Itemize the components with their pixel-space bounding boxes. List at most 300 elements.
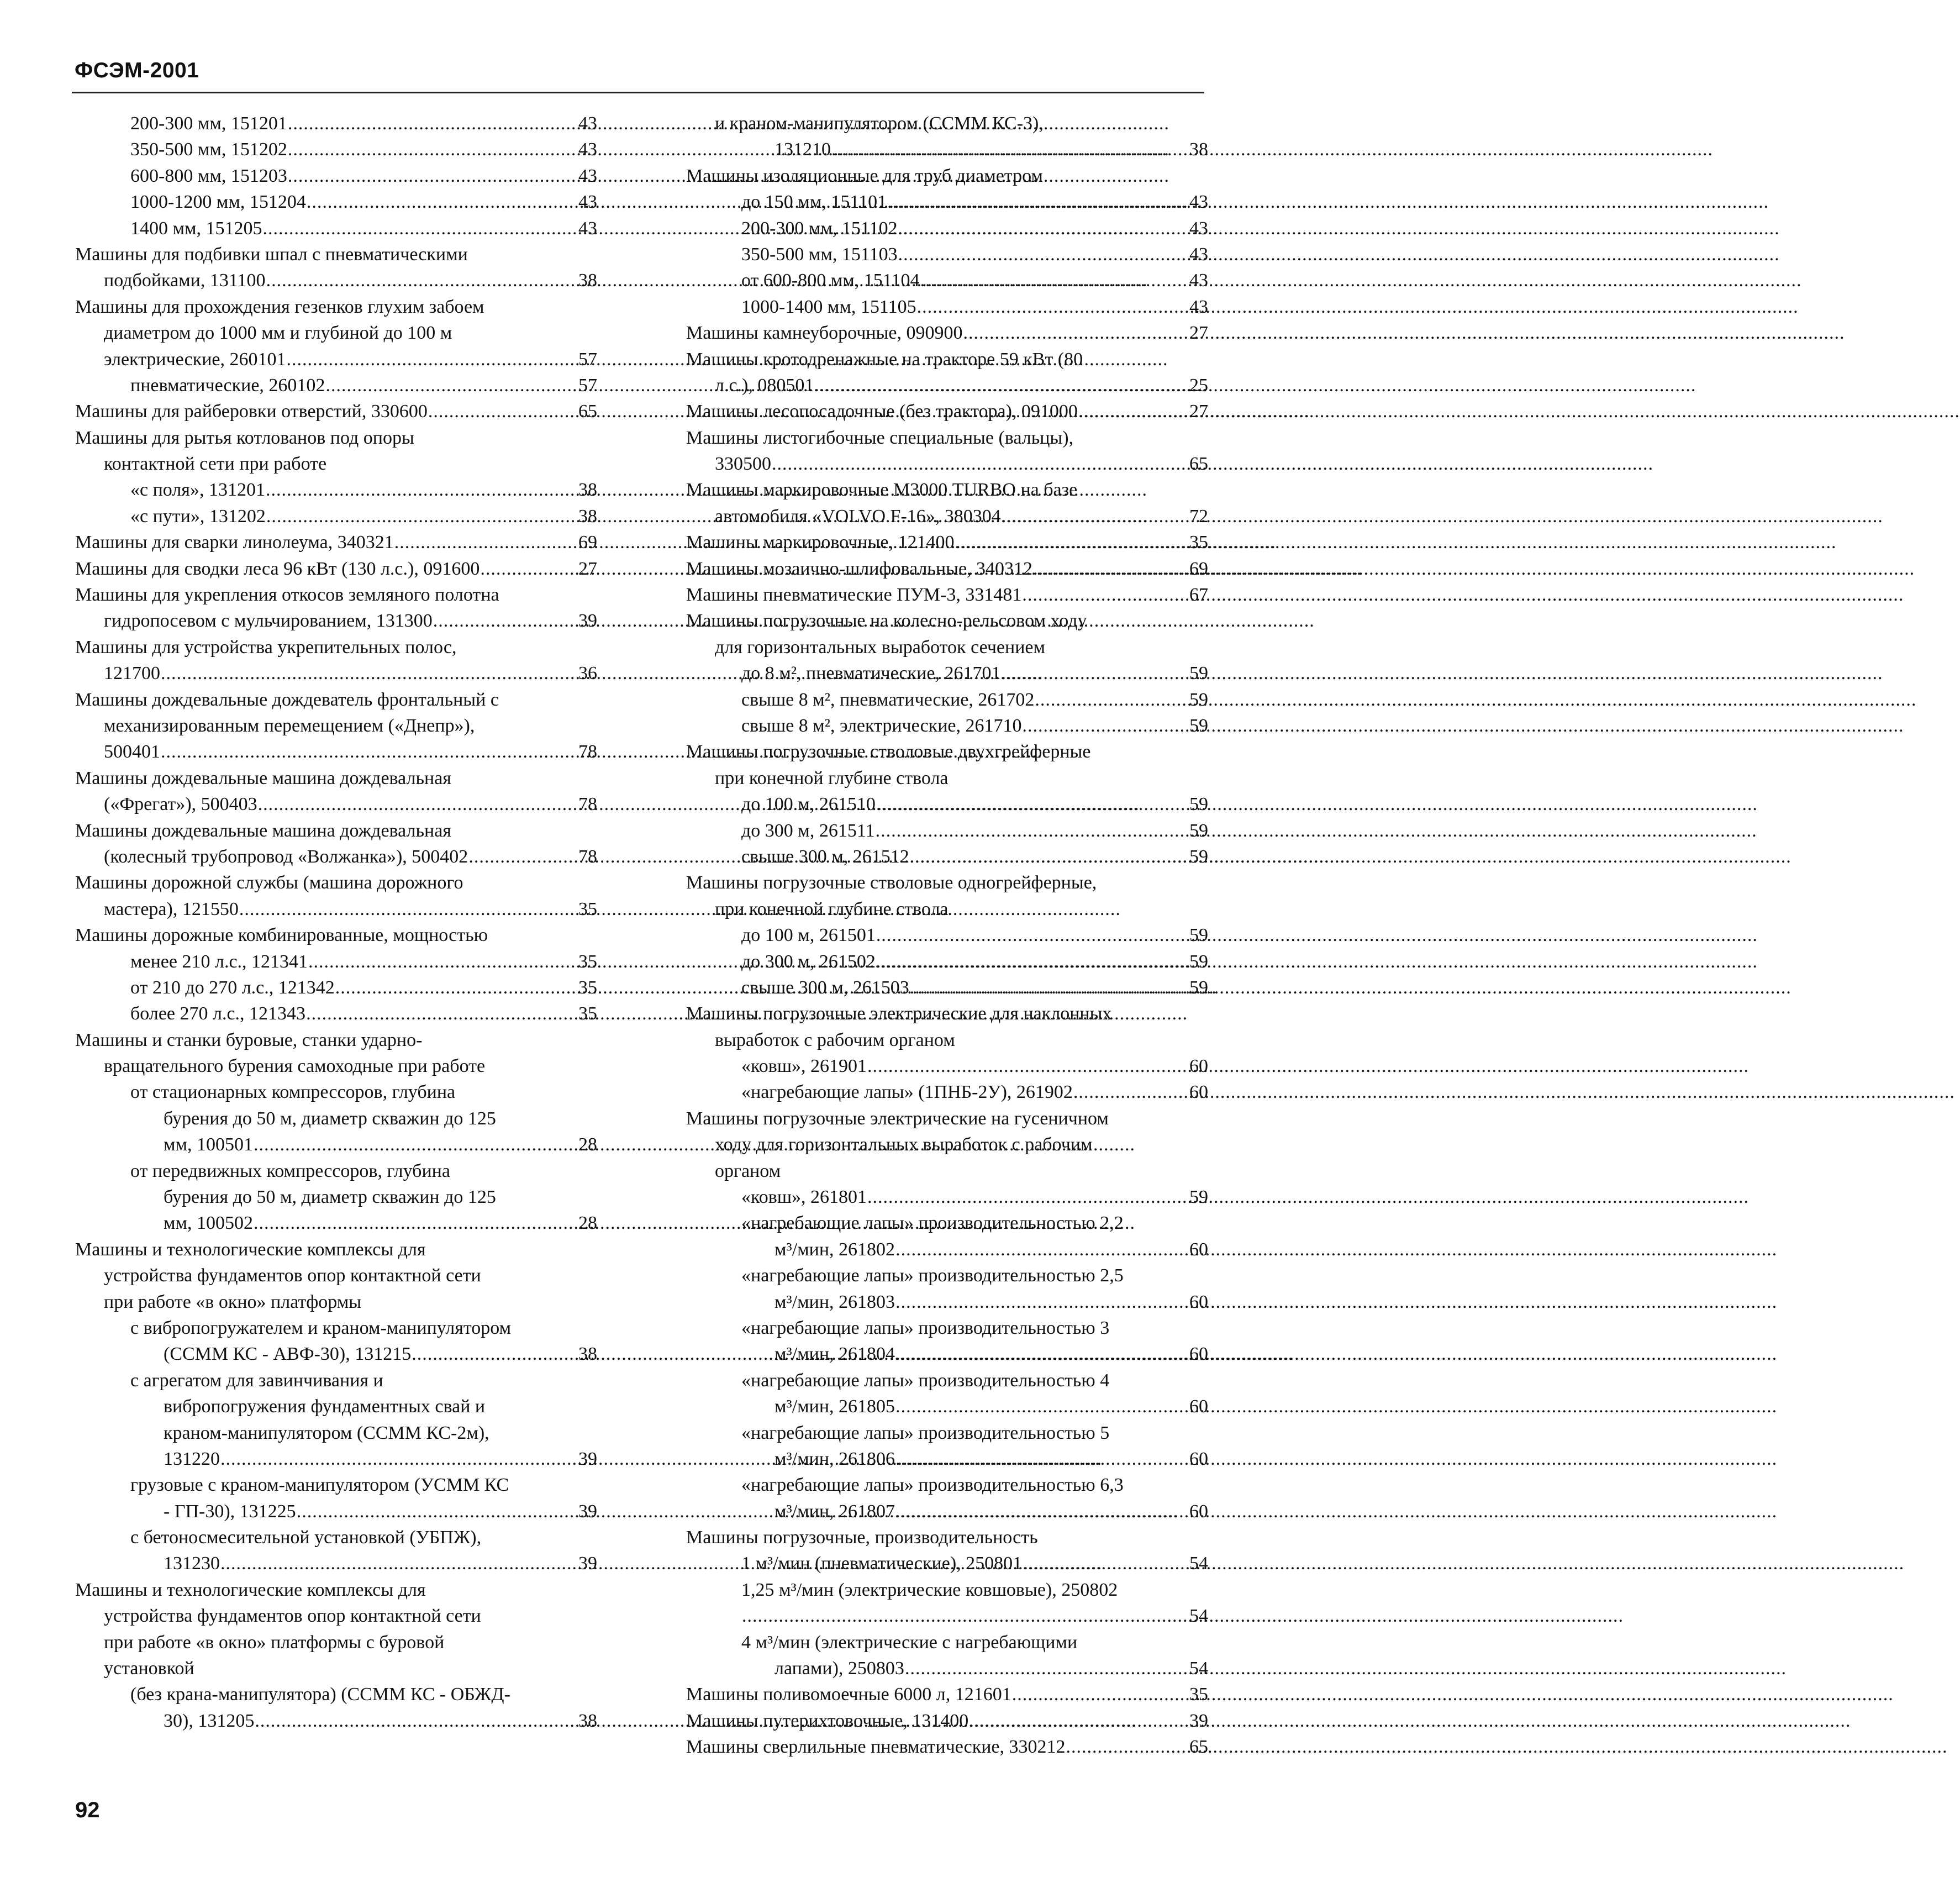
entry-text: (колесный трубопровод «Волжанка»), 500402 (104, 846, 468, 867)
entry-text: - ГП-30), 131225 (164, 1501, 296, 1522)
dot-leader (867, 1184, 1189, 1210)
entry-text: 4 м³/мин (электрические с нагребающими (741, 1632, 1078, 1653)
index-entry (686, 896, 1208, 922)
entry-page-number: 35 (578, 898, 597, 919)
index-entry (686, 294, 1208, 320)
entry-text: Машины дорожные комбинированные, мощностью (75, 925, 488, 946)
dot-leader (895, 1289, 1189, 1315)
index-entry (686, 713, 1208, 739)
entry-text: «нагребающие лапы» производительностью 3 (741, 1317, 1110, 1338)
entry-text: для горизонтальных выработок сечением (715, 637, 1046, 658)
dot-leader (1035, 687, 1189, 713)
dot-leader (895, 1237, 1189, 1263)
index-column-right (686, 111, 1208, 1760)
page-number: 92 (75, 1798, 100, 1822)
entry-text: 121700 (104, 663, 160, 684)
entry-page-number: 60 (1189, 1344, 1208, 1365)
entry-page-number: 54 (1189, 1658, 1208, 1679)
index-entry (686, 1001, 1208, 1027)
dot-leader (412, 1341, 578, 1367)
entry-text: от 600-800 мм, 151104 (741, 270, 920, 291)
index-entry (686, 1629, 1208, 1655)
index-entry (75, 713, 597, 739)
index-entry (75, 634, 597, 660)
entry-text: м³/мин, 261807 (774, 1501, 895, 1522)
entry-text: л.с.), 080501 (715, 375, 814, 396)
index-entry (686, 1263, 1208, 1289)
entry-page-number: 60 (1189, 1501, 1208, 1522)
dot-leader (955, 529, 1189, 555)
entry-text: (без крана-манипулятора) (ССММ КС - ОБЖД- (130, 1684, 510, 1705)
entry-page-number: 59 (1189, 951, 1208, 972)
entry-text: Машины листогибочные специальные (вальцы), (686, 427, 1074, 448)
index-entry (686, 398, 1208, 424)
entry-text: Машины для подбивки шпал с пневматическими (75, 244, 468, 265)
entry-page-number: 54 (1189, 1606, 1208, 1627)
index-entry (75, 136, 597, 162)
index-entry (686, 949, 1208, 975)
index-entry (686, 975, 1208, 1001)
dot-leader (263, 215, 578, 241)
index-entry (686, 687, 1208, 713)
index-entry (686, 582, 1208, 608)
index-entry (686, 1708, 1208, 1734)
entry-page-number: 60 (1189, 1396, 1208, 1417)
index-entry (686, 844, 1208, 870)
entry-text: устройства фундаментов опор контактной сети (104, 1265, 481, 1286)
entry-text: выработок с рабочим органом (715, 1029, 955, 1050)
dot-leader (1078, 398, 1189, 424)
entry-text: при работе «в окно» платформы (104, 1291, 362, 1312)
entry-text: установкой (104, 1658, 194, 1679)
index-entry (686, 1053, 1208, 1079)
index-entry (75, 791, 597, 817)
entry-text: до 100 м, 261501 (741, 925, 876, 946)
index-column-left (75, 111, 597, 1734)
entry-page-number: 60 (1189, 1056, 1208, 1077)
index-entry (75, 687, 597, 713)
entry-text: автомобиля «VOLVO F-16», 380304 (715, 506, 1001, 527)
entry-text: (ССММ КС - АВФ-30), 131215 (164, 1344, 412, 1365)
dot-leader (910, 975, 1189, 1001)
dot-leader (255, 1708, 578, 1734)
dot-leader (254, 1132, 578, 1158)
index-entry (686, 1132, 1208, 1158)
entry-page-number: 39 (578, 1553, 597, 1574)
index-entry (686, 1341, 1208, 1367)
entry-text: свыше 300 м, 261503 (741, 977, 909, 998)
dot-leader (969, 1708, 1189, 1734)
entry-page-number: 43 (1189, 192, 1208, 213)
entry-page-number: 60 (1189, 1448, 1208, 1469)
dot-leader (297, 1498, 578, 1524)
dot-leader (161, 739, 578, 765)
index-entry (75, 215, 597, 241)
index-entry (686, 1184, 1208, 1210)
entry-text: контактной сети при работе (104, 454, 327, 475)
entry-text: подбойками, 131100 (104, 270, 266, 291)
entry-page-number: 59 (1189, 846, 1208, 867)
index-entry (75, 267, 597, 293)
entry-text: «нагребающие лапы» производительностью 4 (741, 1370, 1110, 1391)
index-entry (686, 1577, 1208, 1603)
entry-text: и краном-манипулятором (ССММ КС-3), (715, 113, 1044, 134)
entry-page-number: 27 (578, 558, 597, 579)
running-header: ФСЭМ-2001 (75, 59, 199, 82)
entry-text: 1000-1400 мм, 151105 (741, 296, 916, 317)
index-entry (75, 1629, 597, 1655)
entry-text: гидропосевом с мульчированием, 131300 (104, 611, 433, 632)
entry-text: вращательного бурения самоходные при работе (104, 1056, 486, 1077)
entry-page-number: 59 (1189, 1187, 1208, 1208)
entry-text: Машины для укрепления откосов земляного полотна (75, 585, 499, 606)
index-entry (686, 163, 1208, 189)
entry-text: Машины погрузочные, производительность (686, 1527, 1038, 1548)
entry-text: 131210 (774, 139, 831, 160)
entry-text: 500401 (104, 742, 160, 763)
entry-page-number: 38 (1189, 139, 1208, 160)
index-entry (686, 1681, 1208, 1707)
entry-page-number: 39 (1189, 1710, 1208, 1731)
entry-text: бурения до 50 м, диаметр скважин до 125 (164, 1108, 496, 1129)
entry-text: «нагребающие лапы» (1ПНБ-2У), 261902 (741, 1082, 1073, 1103)
index-entry (686, 1289, 1208, 1315)
index-entry (686, 1603, 1208, 1629)
index-entry (75, 477, 597, 503)
dot-leader (394, 529, 578, 555)
dot-leader (867, 1053, 1189, 1079)
entry-text: механизированным перемещением («Днепр»), (104, 715, 475, 736)
index-entry (686, 1106, 1208, 1132)
dot-leader (335, 975, 578, 1001)
dot-leader (905, 1655, 1189, 1681)
entry-text: при работе «в окно» платформы с буровой (104, 1632, 445, 1653)
entry-page-number: 43 (578, 113, 597, 134)
entry-page-number: 38 (578, 480, 597, 501)
entry-text: Машины путерихтовочные, 131400 (686, 1710, 969, 1731)
entry-text: м³/мин, 261806 (774, 1448, 895, 1469)
entry-page-number: 35 (578, 977, 597, 998)
dot-leader (895, 1394, 1189, 1419)
index-entry (686, 136, 1208, 162)
index-entry (686, 477, 1208, 503)
entry-page-number: 65 (1189, 1737, 1208, 1758)
entry-text: пневматические, 260102 (130, 375, 325, 396)
index-entry (686, 739, 1208, 765)
dot-leader (1022, 582, 1189, 608)
entry-text: при конечной глубине ствола (715, 898, 949, 919)
entry-text: Машины дождевальные машина дождевальная (75, 820, 451, 841)
index-entry (75, 582, 597, 608)
dot-leader (1023, 1550, 1189, 1576)
entry-text: «ковш», 261901 (741, 1056, 867, 1077)
entry-text: 330500 (715, 454, 771, 475)
entry-text: от 210 до 270 л.с., 121342 (130, 977, 335, 998)
entry-text: с бетоносмесительной установкой (УБПЖ), (130, 1527, 482, 1548)
entry-page-number: 43 (578, 165, 597, 186)
index-entry (75, 1472, 597, 1498)
index-entry (75, 1184, 597, 1210)
entry-page-number: 59 (1189, 925, 1208, 946)
entry-page-number: 43 (1189, 270, 1208, 291)
dot-leader (898, 241, 1189, 267)
entry-page-number: 35 (1189, 532, 1208, 553)
entry-text: до 100 м, 261510 (741, 794, 876, 815)
entry-page-number: 69 (1189, 558, 1208, 579)
header-rule (72, 92, 1204, 93)
dot-leader (910, 844, 1189, 870)
dot-leader (308, 949, 578, 975)
entry-text: 30), 131205 (164, 1710, 255, 1731)
entry-page-number: 43 (1189, 296, 1208, 317)
entry-text: мм, 100501 (164, 1134, 254, 1155)
entry-text: лапами), 250803 (774, 1658, 904, 1679)
entry-text: до 8 м², пневматические, 261701 (741, 663, 1001, 684)
entry-text: органом (715, 1160, 781, 1181)
entry-page-number: 67 (1189, 585, 1208, 606)
index-entry (75, 1106, 597, 1132)
index-entry (75, 1132, 597, 1158)
entry-page-number: 28 (578, 1213, 597, 1234)
entry-page-number: 60 (1189, 1291, 1208, 1312)
index-entry (686, 451, 1208, 477)
entry-text: 131230 (164, 1553, 220, 1574)
dot-leader (920, 267, 1189, 293)
entry-text: до 300 м, 261502 (741, 951, 876, 972)
index-entry (686, 818, 1208, 844)
dot-leader (876, 818, 1189, 844)
index-entry (75, 1315, 597, 1341)
index-entry (75, 1263, 597, 1289)
entry-text: Машины и станки буровые, станки ударно- (75, 1029, 423, 1050)
entry-text: Машины погрузочные стволовые одногрейферные, (686, 872, 1097, 893)
entry-page-number: 25 (1189, 375, 1208, 396)
entry-text: Машины для рытья котлованов под опоры (75, 427, 414, 448)
index-entry (75, 1368, 597, 1394)
index-entry (686, 1079, 1208, 1105)
entry-text: 1000-1200 мм, 151204 (130, 192, 306, 213)
index-entry (75, 372, 597, 398)
entry-text: Машины погрузочные электрические на гусеничном (686, 1108, 1109, 1129)
entry-text: мастера), 121550 (104, 898, 239, 919)
entry-text: Машины кротодренажные на тракторе 59 кВт (80 (686, 349, 1083, 370)
dot-leader (325, 372, 578, 398)
dot-leader (876, 922, 1189, 948)
index-entry (75, 1708, 597, 1734)
dot-leader (895, 1446, 1189, 1472)
dot-leader (1022, 713, 1189, 739)
entry-text: м³/мин, 261803 (774, 1291, 895, 1312)
index-entry (686, 267, 1208, 293)
dot-leader (288, 163, 578, 189)
entry-text: 200-300 мм, 151201 (130, 113, 287, 134)
index-entry (75, 1655, 597, 1681)
entry-page-number: 35 (578, 1003, 597, 1024)
dot-leader (433, 608, 578, 634)
dot-leader (258, 791, 578, 817)
entry-text: менее 210 л.с., 121341 (130, 951, 308, 972)
entry-text: свыше 300 м, 261512 (741, 846, 909, 867)
index-entry (75, 241, 597, 267)
dot-leader (307, 189, 578, 215)
index-entry (686, 634, 1208, 660)
entry-page-number: 38 (578, 1710, 597, 1731)
dot-leader (288, 136, 578, 162)
entry-text: устройства фундаментов опор контактной сети (104, 1606, 481, 1627)
index-entry (75, 844, 597, 870)
entry-page-number: 38 (578, 506, 597, 527)
index-entry (686, 1368, 1208, 1394)
entry-text: Машины и технологические комплексы для (75, 1579, 426, 1600)
dot-leader (428, 398, 578, 424)
entry-page-number: 43 (578, 192, 597, 213)
dot-leader (814, 372, 1189, 398)
entry-page-number: 39 (578, 611, 597, 632)
index-entry (75, 608, 597, 634)
index-entry (75, 1079, 597, 1105)
index-entry (75, 896, 597, 922)
index-entry (75, 1289, 597, 1315)
entry-text: «с поля», 131201 (130, 480, 265, 501)
index-entry (75, 1053, 597, 1079)
entry-text: Машины для райберовки отверстий, 330600 (75, 401, 428, 422)
entry-text: Машины для прохождения гезенков глухим забоем (75, 296, 484, 317)
index-entry (75, 1027, 597, 1053)
entry-text: свыше 8 м², электрические, 261710 (741, 715, 1022, 736)
entry-page-number: 60 (1189, 1239, 1208, 1260)
entry-text: Машины погрузочные стволовые двухгрейферные (686, 742, 1091, 763)
entry-page-number: 35 (578, 951, 597, 972)
dot-leader (220, 1550, 578, 1576)
dot-leader (772, 451, 1189, 477)
index-entry (75, 1498, 597, 1524)
entry-page-number: 27 (1189, 401, 1208, 422)
entry-page-number: 43 (1189, 218, 1208, 239)
entry-page-number: 39 (578, 1448, 597, 1469)
index-entry (686, 791, 1208, 817)
entry-page-number: 59 (1189, 820, 1208, 841)
index-entry (686, 529, 1208, 555)
index-entry (686, 1550, 1208, 1576)
index-entry (686, 111, 1208, 136)
dot-leader (1012, 1681, 1189, 1707)
index-entry (686, 1498, 1208, 1524)
entry-page-number: 59 (1189, 663, 1208, 684)
dot-leader (1033, 556, 1189, 582)
entry-page-number: 78 (578, 794, 597, 815)
index-entry (75, 1577, 597, 1603)
entry-text: м³/мин, 261805 (774, 1396, 895, 1417)
dot-leader (266, 503, 578, 529)
dot-leader (742, 1603, 1189, 1629)
entry-text: Машины маркировочные, 121400 (686, 532, 955, 553)
index-entry (686, 870, 1208, 896)
index-entry (75, 922, 597, 948)
index-entry (75, 294, 597, 320)
entry-page-number: 57 (578, 349, 597, 370)
entry-text: Машины мозаично-шлифовальные, 340312 (686, 558, 1033, 579)
dot-leader (266, 477, 578, 503)
index-entry (75, 1001, 597, 1027)
entry-text: 200-300 мм, 151102 (741, 218, 898, 239)
entry-page-number: 57 (578, 375, 597, 396)
entry-text: Машины для сводки леса 96 кВт (130 л.с.), 091600 (75, 558, 480, 579)
dot-leader (887, 189, 1189, 215)
index-entry (686, 503, 1208, 529)
entry-text: Машины изоляционные для труб диаметром (686, 165, 1043, 186)
entry-text: бурения до 50 м, диаметр скважин до 125 (164, 1187, 496, 1208)
dot-leader (287, 346, 578, 372)
entry-text: до 300 м, 261511 (741, 820, 875, 841)
entry-text: «ковш», 261801 (741, 1187, 867, 1208)
entry-text: вибропогружения фундаментных свай и (164, 1396, 486, 1417)
entry-page-number: 39 (578, 1501, 597, 1522)
index-entry (686, 1734, 1208, 1760)
index-entry (686, 241, 1208, 267)
entry-page-number: 65 (578, 401, 597, 422)
entry-text: «нагребающие лапы» производительностью 5 (741, 1422, 1110, 1443)
entry-page-number: 28 (578, 1134, 597, 1155)
index-entry (75, 739, 597, 765)
index-entry (686, 1237, 1208, 1263)
dot-leader (876, 791, 1189, 817)
index-entry (75, 556, 597, 582)
index-entry (75, 451, 597, 477)
index-entry (75, 1158, 597, 1184)
index-entry (75, 346, 597, 372)
entry-text: Машины лесопосадочные (без трактора), 091000 (686, 401, 1078, 422)
dot-leader (288, 111, 578, 136)
index-entry (686, 1027, 1208, 1053)
dot-leader (876, 949, 1189, 975)
index-entry (75, 425, 597, 451)
entry-text: электрические, 260101 (104, 349, 286, 370)
entry-page-number: 38 (578, 1344, 597, 1365)
entry-page-number: 36 (578, 663, 597, 684)
index-entry (75, 1341, 597, 1367)
entry-text: от стационарных компрессоров, глубина (130, 1082, 456, 1103)
entry-page-number: 72 (1189, 506, 1208, 527)
dot-leader (266, 267, 578, 293)
entry-page-number: 38 (578, 270, 597, 291)
entry-text: м³/мин, 261804 (774, 1344, 895, 1365)
index-entry (75, 1524, 597, 1550)
index-entry (75, 111, 597, 136)
entry-text: Машины и технологические комплексы для (75, 1239, 426, 1260)
entry-text: 1,25 м³/мин (электрические ковшовые), 250802 (741, 1579, 1118, 1600)
dot-leader (917, 294, 1189, 320)
entry-page-number: 59 (1189, 689, 1208, 710)
index-entry (686, 922, 1208, 948)
index-entry (686, 1420, 1208, 1446)
index-entry (686, 1472, 1208, 1498)
entry-text: м³/мин, 261802 (774, 1239, 895, 1260)
entry-text: Машины погрузочные электрические для наклонных (686, 1003, 1112, 1024)
dot-leader (254, 1210, 578, 1236)
index-entry (75, 660, 597, 686)
index-entry (75, 398, 597, 424)
entry-page-number: 59 (1189, 715, 1208, 736)
entry-text: 131220 (164, 1448, 220, 1469)
entry-text: Машины поливомоечные 6000 л, 121601 (686, 1684, 1011, 1705)
entry-text: более 270 л.с., 121343 (130, 1003, 306, 1024)
dot-leader (480, 556, 578, 582)
entry-text: Машины сверлильные пневматические, 330212 (686, 1737, 1066, 1758)
index-entry (686, 372, 1208, 398)
entry-page-number: 59 (1189, 977, 1208, 998)
entry-text: с агрегатом для завинчивания и (130, 1370, 383, 1391)
index-entry (75, 320, 597, 346)
